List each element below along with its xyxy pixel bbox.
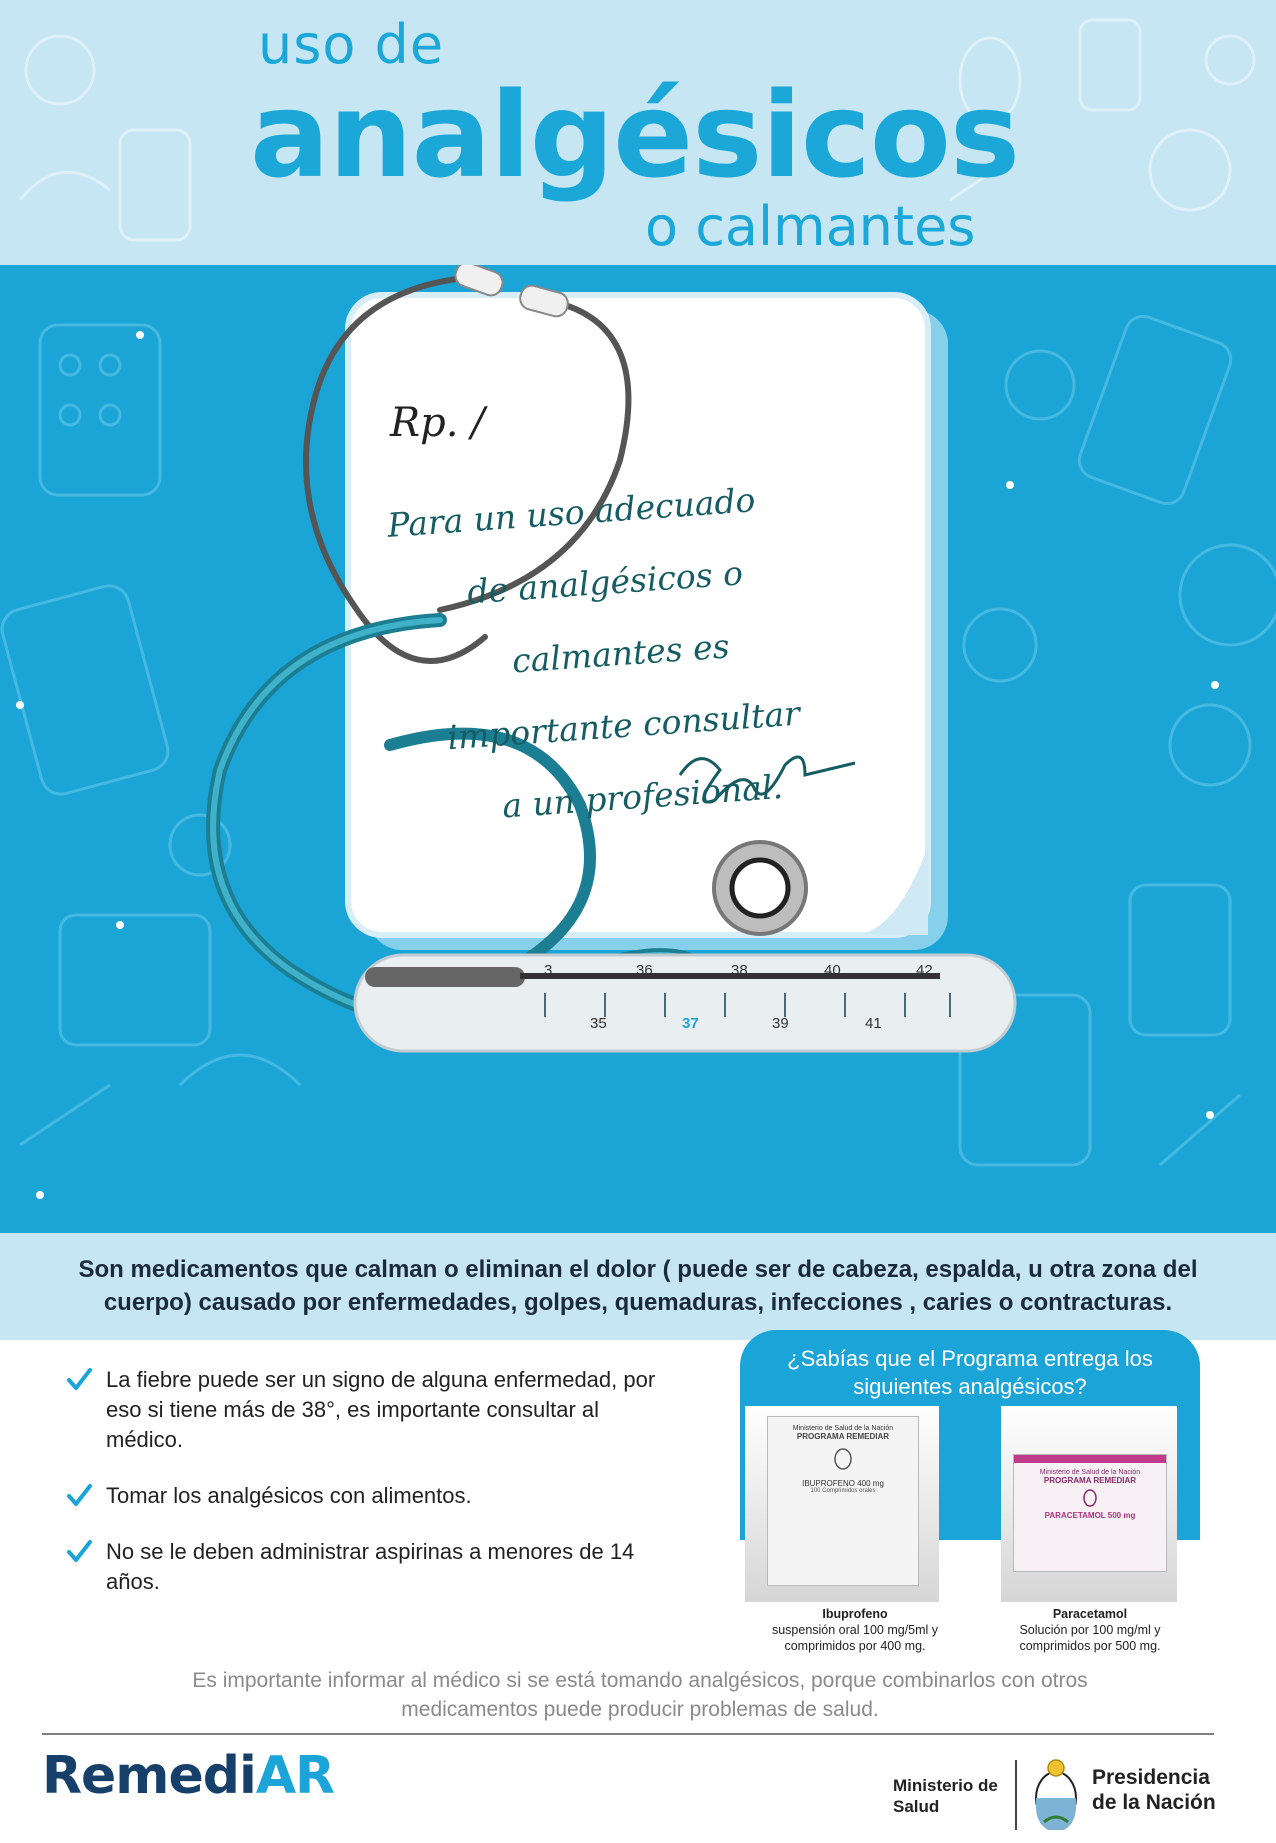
tip-text: Tomar los analgésicos con alimentos. bbox=[106, 1483, 472, 1508]
box-drug: IBUPROFENO 400 mg bbox=[802, 1479, 884, 1488]
definition-text: Son medicamentos que calman o eliminan el dolor ( puede ser de cabeza, espalda, u otra zona del cuerpo) causado por enfermedades, golpes, quemaduras, infecciones , caries o contracturas. bbox=[78, 1256, 1198, 1316]
thermo-label: 37 bbox=[682, 1015, 699, 1032]
product-name: Ibuprofeno bbox=[822, 1607, 888, 1621]
prescription-line: a un profesional. bbox=[500, 767, 785, 826]
title-main: analgésicos bbox=[250, 66, 1020, 204]
product-desc: Solución por 100 mg/ml y bbox=[1019, 1623, 1161, 1637]
prescription-text bbox=[385, 454, 929, 849]
product-desc: comprimidos por 400 mg. bbox=[784, 1639, 926, 1653]
checkmark-icon bbox=[66, 1539, 92, 1565]
tip-text: La fiebre puede ser un signo de alguna enfermedad, por eso si tiene más de 38°, es importante consultar al médico. bbox=[106, 1367, 656, 1452]
logo-separator bbox=[1015, 1760, 1017, 1830]
coat-of-arms-icon bbox=[833, 1447, 853, 1471]
tip-item bbox=[66, 1365, 666, 1455]
footer-note: Es importante informar al médico si se está tomando analgésicos, porque combinarlos con otros medicamentos puede producir problemas de salud. bbox=[192, 1669, 1088, 1721]
box-ministry: Ministerio de Salud de la Nación bbox=[792, 1425, 894, 1432]
box-count: 100 Comprimidos orales bbox=[810, 1488, 876, 1494]
tip-text: No se le deben administrar aspirinas a menores de 14 años. bbox=[106, 1539, 635, 1594]
prescription-line: de analgésicos o bbox=[465, 553, 745, 612]
coat-of-arms-icon bbox=[1082, 1489, 1098, 1507]
box-ministry: Ministerio de Salud de la Nación bbox=[1039, 1469, 1141, 1476]
ministry-line: Ministerio de bbox=[893, 1776, 998, 1795]
remediar-logo bbox=[42, 1746, 335, 1806]
product-desc: suspensión oral 100 mg/5ml y bbox=[771, 1623, 939, 1637]
brand-suffix: AR bbox=[255, 1746, 335, 1806]
program-info-title: ¿Sabías que el Programa entrega los siguientes analgésicos? bbox=[787, 1346, 1153, 1399]
prescription-line: calmantes es bbox=[510, 626, 731, 681]
presidency-line: de la Nación bbox=[1092, 1791, 1216, 1814]
thermo-label: 36 bbox=[636, 962, 653, 979]
box-stripe bbox=[1014, 1455, 1166, 1463]
product-image-paracetamol bbox=[1001, 1406, 1177, 1602]
thermo-label: 3 bbox=[544, 962, 553, 979]
title-line-1: uso de bbox=[258, 13, 445, 76]
thermo-label: 41 bbox=[865, 1015, 882, 1032]
medicine-box bbox=[767, 1416, 919, 1586]
prescription-line: importante consultar bbox=[446, 693, 802, 758]
product-caption-ibuprofeno bbox=[745, 1606, 965, 1654]
ministry-line: Salud bbox=[893, 1797, 940, 1816]
tip-item bbox=[66, 1481, 666, 1511]
tip-item bbox=[66, 1537, 666, 1597]
ministry-label bbox=[893, 1775, 998, 1817]
thermo-label: 38 bbox=[731, 962, 748, 979]
box-drug: PARACETAMOL 500 mg bbox=[1044, 1511, 1136, 1520]
prescription-line: Para un uso adecuado bbox=[386, 480, 757, 545]
thermo-label: 40 bbox=[824, 962, 841, 979]
brand-main: Remedi bbox=[42, 1746, 256, 1806]
product-image-ibuprofeno bbox=[745, 1406, 939, 1602]
product-name: Paracetamol bbox=[1052, 1607, 1128, 1621]
box-program: PROGRAMA REMEDIAR bbox=[796, 1432, 890, 1441]
argentina-coat-of-arms-icon bbox=[1030, 1758, 1082, 1830]
presidency-line: Presidencia bbox=[1092, 1766, 1210, 1789]
thermo-label: 35 bbox=[590, 1015, 607, 1032]
product-caption-paracetamol bbox=[980, 1606, 1200, 1654]
thermo-label: 39 bbox=[772, 1015, 789, 1032]
prescription-rx: Rp. / bbox=[390, 400, 485, 446]
checkmark-icon bbox=[66, 1483, 92, 1509]
medicine-box bbox=[1013, 1454, 1167, 1572]
box-program: PROGRAMA REMEDIAR bbox=[1043, 1476, 1137, 1485]
tips-list bbox=[66, 1365, 666, 1623]
product-desc: comprimidos por 500 mg. bbox=[1019, 1639, 1161, 1653]
thermo-label: 42 bbox=[916, 962, 933, 979]
presidency-label bbox=[1092, 1765, 1216, 1815]
title-line-3: o calmantes bbox=[645, 195, 976, 258]
footer-divider bbox=[42, 1733, 1214, 1735]
checkmark-icon bbox=[66, 1367, 92, 1393]
